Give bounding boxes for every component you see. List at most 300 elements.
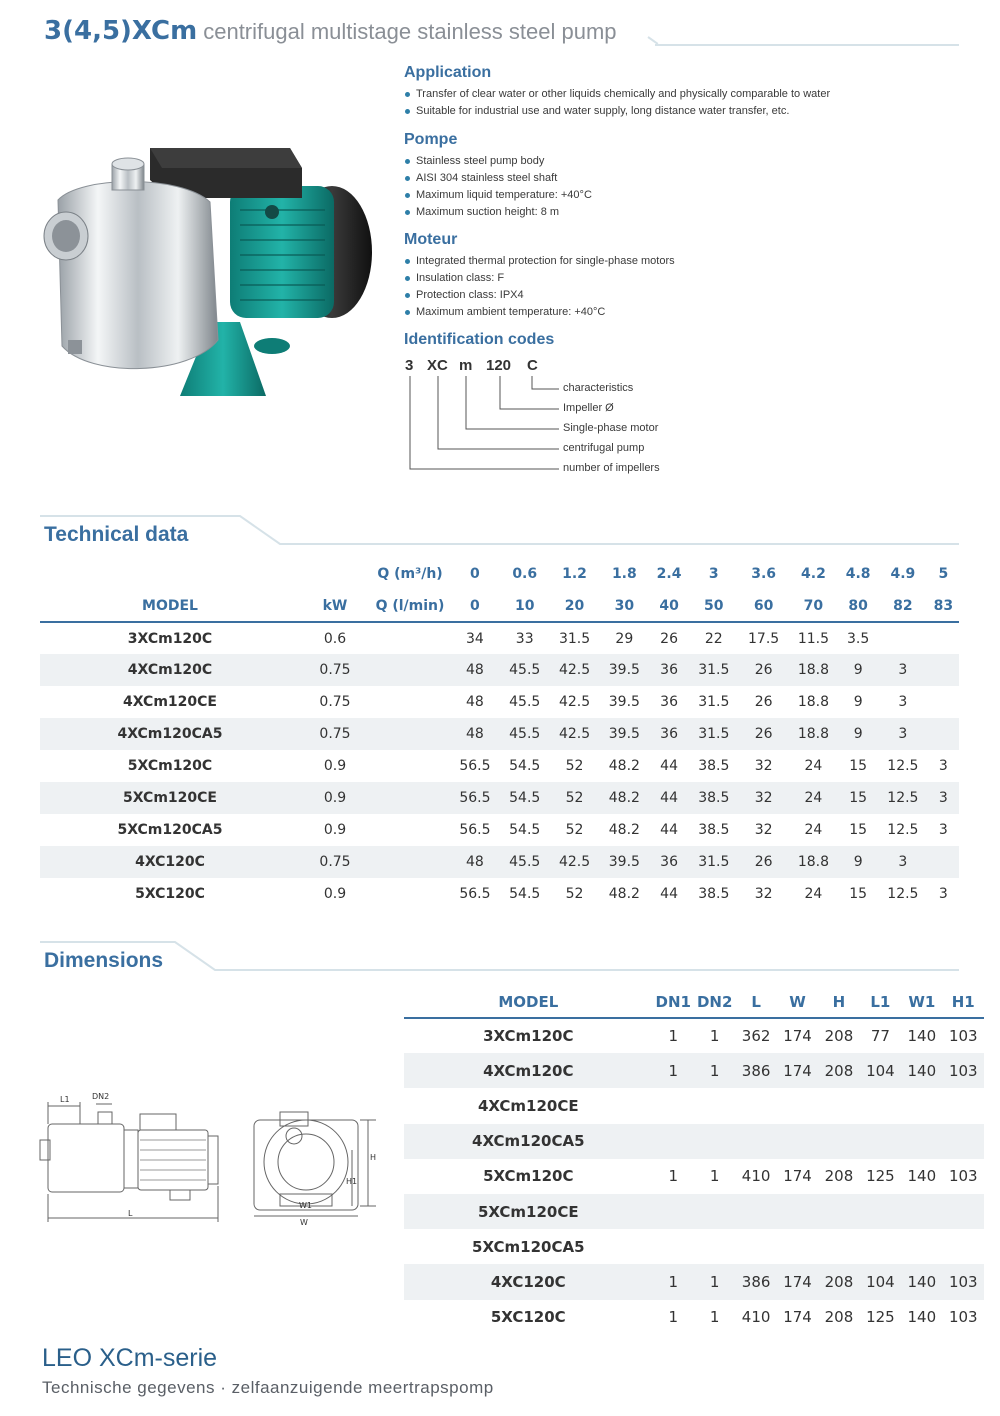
dimension-cell: [860, 1124, 901, 1159]
model-cell: 3XCm120C: [483, 1027, 574, 1046]
head-cell: 3: [878, 846, 928, 878]
drawing-label-dn2: DN2: [92, 1092, 110, 1101]
kw-column-header: kW: [300, 590, 370, 622]
head-cell: 52: [565, 758, 584, 774]
dimension-cell: 386: [735, 1264, 776, 1299]
kw-cell: 0.9: [300, 782, 370, 814]
moteur-section: [404, 231, 675, 321]
head-cell: 18.8: [789, 846, 839, 878]
head-cell: 11.5: [797, 630, 829, 647]
head-cell: 24: [804, 758, 823, 774]
code-label: Impeller Ø: [563, 402, 614, 414]
column-header: DN2: [694, 986, 735, 1018]
moteur-title: Moteur: [404, 231, 458, 248]
dimension-cell: [735, 1229, 776, 1264]
list-item: Transfer of clear water or other liquids chemically and physically comparable to water: [404, 86, 830, 103]
dimension-cell: [735, 1194, 776, 1229]
table-row: [40, 718, 959, 750]
head-cell: 17.5: [748, 630, 780, 647]
head-cell: 31.5: [689, 846, 739, 878]
column-header: 1.8: [611, 566, 637, 582]
dimension-cell: [653, 1124, 694, 1159]
head-cell: 9: [853, 694, 863, 710]
column-header: 40: [649, 590, 689, 622]
dimension-drawing: [40, 1090, 385, 1230]
dimensions-title: Dimensions: [44, 949, 164, 972]
dimension-cell: 208: [824, 1027, 854, 1046]
head-cell: [928, 686, 959, 718]
table-row: [404, 1194, 984, 1229]
column-header: 0: [450, 590, 500, 622]
head-cell: 34: [465, 630, 484, 647]
table-header-row: [40, 558, 959, 590]
head-cell: 36: [649, 718, 689, 750]
head-cell: 26: [660, 630, 678, 647]
dimension-cell: 103: [943, 1264, 984, 1299]
column-header: W: [777, 986, 818, 1018]
column-header: L1: [860, 986, 901, 1018]
head-cell: 36: [649, 654, 689, 686]
head-cell: 39.5: [599, 846, 649, 878]
head-cell: 38.5: [689, 782, 739, 814]
code-label: characteristics: [563, 382, 634, 394]
table-row: [404, 1159, 984, 1194]
head-cell: 26: [739, 846, 789, 878]
column-header: 3.6: [751, 566, 777, 582]
model-column-header: MODEL: [40, 590, 300, 622]
dimension-cell: 410: [741, 1308, 771, 1327]
kw-cell: 0.9: [323, 822, 347, 838]
head-cell: 52: [565, 822, 584, 838]
model-cell: 5XCm120CA5: [472, 1237, 585, 1256]
spacer-cell: [370, 814, 450, 846]
head-cell: 12.5: [887, 758, 919, 774]
spacer-cell: [370, 718, 450, 750]
list-item: Stainless steel pump body: [404, 153, 592, 170]
dimension-cell: [653, 1229, 694, 1264]
head-cell: 3: [898, 694, 908, 710]
drawing-label-h: H: [370, 1153, 377, 1162]
head-cell: 3.5: [847, 630, 870, 647]
dimension-cell: [653, 1194, 694, 1229]
column-header: W1: [901, 986, 942, 1018]
column-header: 2.4: [656, 566, 682, 582]
idcodes-section: [404, 331, 554, 353]
head-cell: 54.5: [509, 758, 541, 774]
column-header: 4.2: [801, 566, 826, 582]
spacer-cell: [370, 782, 450, 814]
dimension-cell: 1: [694, 1053, 735, 1088]
table-row: [40, 846, 959, 878]
dimension-cell: [943, 1194, 984, 1229]
head-cell: 31.5: [558, 630, 591, 647]
footer-title: LEO XCm-serie: [42, 1344, 218, 1372]
head-cell: 24: [804, 822, 823, 838]
spacer-cell: [370, 878, 450, 910]
list-item: Maximum suction height: 8 m: [404, 204, 592, 221]
table-row: [40, 814, 959, 846]
head-cell: 56.5: [459, 886, 491, 902]
head-cell: 54.5: [509, 822, 541, 838]
dimension-cell: [818, 1124, 859, 1159]
dimensions-table-viewport: [404, 986, 978, 1327]
table-row: [404, 1018, 984, 1053]
model-cell: 4XCm120C: [404, 1053, 653, 1088]
dimension-cell: 362: [741, 1027, 771, 1046]
kw-cell: 0.75: [300, 846, 370, 878]
kw-cell: 0.6: [323, 630, 347, 647]
list-item: Suitable for industrial use and water supply, long distance water transfer, etc.: [404, 103, 830, 120]
head-cell: [928, 622, 959, 654]
head-cell: 44: [660, 886, 678, 902]
dimension-cell: [901, 1088, 942, 1123]
head-cell: 56.5: [459, 758, 491, 774]
dimension-cell: 103: [948, 1308, 978, 1327]
head-cell: 12.5: [878, 782, 928, 814]
model-cell: 4XCm120CE: [477, 1096, 579, 1115]
code-part-120: 120: [486, 357, 512, 374]
column-header: DN1: [653, 986, 694, 1018]
dimensions-table: [404, 986, 984, 1335]
head-cell: 31.5: [689, 654, 739, 686]
head-cell: 9: [838, 718, 878, 750]
head-cell: 3: [938, 822, 948, 838]
code-part-c: C: [527, 357, 538, 374]
head-cell: 38.5: [698, 886, 730, 902]
dimension-cell: 1: [709, 1167, 720, 1186]
head-cell: 12.5: [887, 822, 919, 838]
application-section: [404, 64, 830, 120]
dimension-cell: 1: [694, 1264, 735, 1299]
table-row: [404, 1124, 984, 1159]
head-cell: 39.5: [599, 718, 649, 750]
dimension-cell: [694, 1124, 735, 1159]
page-header: [44, 16, 644, 52]
model-cell: 4XC120C: [404, 1264, 653, 1299]
drawing-label-h1: H1: [346, 1177, 358, 1186]
column-header: 3: [708, 566, 719, 582]
head-cell: 9: [838, 654, 878, 686]
column-header: H: [818, 986, 859, 1018]
model-cell: 4XCm120C: [40, 654, 300, 686]
dimension-cell: 174: [777, 1264, 818, 1299]
model-cell: 4XC120C: [40, 846, 300, 878]
table-row: [404, 1264, 984, 1299]
column-header: MODEL: [404, 986, 653, 1018]
head-cell: 48.2: [608, 758, 640, 774]
head-cell: 24: [789, 782, 839, 814]
dimension-cell: 208: [824, 1308, 854, 1327]
dimension-cell: [735, 1088, 776, 1123]
head-cell: 54.5: [500, 782, 550, 814]
head-cell: 22: [704, 630, 723, 647]
table-header-row: [404, 986, 984, 1018]
list-item: Maximum liquid temperature: +40°C: [404, 187, 592, 204]
head-cell: 3: [878, 718, 928, 750]
model-cell: 5XCm120C: [127, 758, 213, 774]
dimension-cell: [943, 1088, 984, 1123]
dimension-cell: 174: [777, 1053, 818, 1088]
head-cell: 42.5: [550, 718, 600, 750]
dimension-cell: 140: [901, 1264, 942, 1299]
head-cell: 18.8: [789, 654, 839, 686]
head-cell: 18.8: [797, 694, 829, 710]
dimension-cell: 140: [907, 1027, 937, 1046]
dimension-cell: 140: [907, 1308, 937, 1327]
dimension-cell: 1: [709, 1308, 720, 1327]
list-item: Maximum ambient temperature: +40°C: [404, 304, 675, 321]
head-cell: 45.5: [500, 654, 550, 686]
table-row: [404, 1300, 984, 1335]
column-header: 80: [838, 590, 878, 622]
kw-cell: 0.75: [300, 718, 370, 750]
head-cell: 42.5: [558, 694, 591, 710]
dimension-cell: 174: [783, 1027, 812, 1046]
head-cell: 45.5: [500, 718, 550, 750]
column-header: L: [735, 986, 776, 1018]
head-cell: 36: [649, 846, 689, 878]
head-cell: 18.8: [789, 718, 839, 750]
head-cell: 9: [838, 846, 878, 878]
head-cell: 52: [550, 782, 600, 814]
table-row: [404, 1053, 984, 1088]
model-cell: 5XCm120CE: [404, 1194, 653, 1229]
head-cell: 32: [739, 782, 789, 814]
dimension-cell: 103: [948, 1027, 978, 1046]
head-cell: 38.5: [698, 758, 730, 774]
pump-photo: [40, 140, 380, 412]
head-cell: 31.5: [689, 718, 739, 750]
head-cell: 44: [660, 822, 678, 838]
dimension-cell: 386: [735, 1053, 776, 1088]
dimension-cell: 140: [907, 1167, 937, 1186]
dimension-cell: [653, 1088, 694, 1123]
dimension-cell: [901, 1229, 942, 1264]
column-header: 83: [928, 590, 959, 622]
table-row: [404, 1229, 984, 1264]
section-tab-shape: [40, 941, 959, 973]
footer-subtitle: Technische gegevens · zelfaanzuigende meertrapspomp: [42, 1378, 494, 1397]
dimension-cell: 208: [818, 1264, 859, 1299]
head-cell: 12.5: [887, 886, 919, 902]
dimension-cell: 104: [860, 1264, 901, 1299]
head-cell: 26: [754, 694, 773, 710]
head-cell: 15: [849, 758, 868, 774]
code-part-xc: XC: [427, 357, 448, 374]
head-cell: 33: [515, 630, 534, 647]
dimension-cell: [777, 1229, 818, 1264]
model-cell: 5XC120C: [135, 886, 205, 902]
head-cell: 56.5: [450, 782, 500, 814]
dimension-cell: [901, 1124, 942, 1159]
model-cell: 5XC120C: [490, 1308, 566, 1327]
head-cell: 36: [660, 694, 678, 710]
head-cell: 48: [450, 718, 500, 750]
dimension-cell: 104: [860, 1053, 901, 1088]
technical-table: [40, 558, 959, 910]
column-header: 4.8: [845, 566, 871, 582]
pompe-title: Pompe: [404, 131, 458, 148]
dimension-cell: 103: [943, 1053, 984, 1088]
head-cell: 39.5: [599, 654, 649, 686]
header-rule: [655, 44, 959, 46]
dimension-cell: 140: [901, 1053, 942, 1088]
dimension-cell: 1: [653, 1264, 694, 1299]
drawing-label-l: L: [128, 1209, 133, 1218]
head-cell: [928, 654, 959, 686]
head-cell: [878, 622, 928, 654]
table-header-row: [40, 590, 959, 622]
dimension-cell: 1: [668, 1308, 679, 1327]
code-label: number of impellers: [563, 462, 660, 474]
table-row: [40, 782, 959, 814]
dimension-cell: 125: [866, 1308, 895, 1327]
dimension-cell: [943, 1124, 984, 1159]
spacer-cell: [370, 654, 450, 686]
dimension-cell: [818, 1088, 859, 1123]
head-cell: 48.2: [608, 886, 640, 902]
technical-section-header: [40, 515, 959, 547]
code-part-m: m: [459, 357, 473, 374]
spacer-cell: [370, 846, 450, 878]
head-cell: 3: [938, 886, 948, 902]
dimension-cell: [818, 1229, 859, 1264]
head-cell: 15: [838, 782, 878, 814]
head-cell: 24: [804, 886, 823, 902]
column-header: 20: [550, 590, 600, 622]
idcodes-diagram: [404, 352, 704, 482]
q-m3h-label: Q (m³/h): [377, 566, 443, 582]
kw-cell: 0.75: [300, 654, 370, 686]
column-header: 4.9: [890, 566, 916, 582]
model-cell: 4XCm120CA5: [40, 718, 300, 750]
column-header: 10: [500, 590, 550, 622]
head-cell: 15: [849, 886, 868, 902]
column-header: 82: [878, 590, 928, 622]
head-cell: 26: [739, 654, 789, 686]
spacer-cell: [370, 686, 450, 718]
dimension-cell: [818, 1194, 859, 1229]
table-row: [40, 622, 959, 654]
head-cell: 56.5: [459, 822, 491, 838]
drawing-label-w1: W1: [299, 1201, 312, 1210]
head-cell: 52: [565, 886, 584, 902]
head-cell: 44: [660, 758, 678, 774]
column-header: 70: [789, 590, 839, 622]
head-cell: 48.2: [599, 782, 649, 814]
drawing-label-l1: L1: [60, 1095, 70, 1104]
column-header: H1: [943, 986, 984, 1018]
header-subtitle: centrifugal multistage stainless steel pump: [203, 19, 617, 44]
head-cell: 32: [754, 822, 773, 838]
head-cell: 29: [615, 630, 634, 647]
head-cell: 26: [739, 718, 789, 750]
kw-cell: 0.9: [323, 758, 347, 774]
head-cell: 32: [754, 758, 773, 774]
head-cell: 39.5: [608, 694, 640, 710]
column-header: 50: [689, 590, 739, 622]
head-cell: 45.5: [500, 846, 550, 878]
list-item: AISI 304 stainless steel shaft: [404, 170, 592, 187]
code-label: centrifugal pump: [563, 442, 645, 454]
dimension-cell: [777, 1088, 818, 1123]
dimension-cell: 1: [668, 1027, 679, 1046]
head-cell: 48: [450, 654, 500, 686]
dimension-cell: 174: [783, 1167, 812, 1186]
code-part-impellers: 3: [405, 357, 414, 374]
dimension-cell: 1: [668, 1167, 679, 1186]
head-cell: 48: [465, 694, 484, 710]
head-cell: 3: [928, 782, 959, 814]
dimension-cell: 103: [948, 1167, 978, 1186]
column-header: 5: [938, 566, 949, 582]
model-cell: 5XCm120C: [483, 1167, 574, 1186]
column-header: 30: [599, 590, 649, 622]
spacer-cell: [370, 750, 450, 782]
head-cell: 48: [450, 846, 500, 878]
dimension-cell: [901, 1194, 942, 1229]
dimension-cell: 77: [870, 1027, 890, 1046]
dimension-cell: 125: [866, 1167, 895, 1186]
dimensions-section-header: [40, 941, 959, 973]
head-cell: 32: [754, 886, 773, 902]
dimension-cell: 1: [653, 1053, 694, 1088]
dimension-cell: [777, 1194, 818, 1229]
drawing-label-w: W: [300, 1218, 308, 1227]
dimension-cell: [735, 1124, 776, 1159]
model-cell: 4XCm120CA5: [404, 1124, 653, 1159]
dimension-cell: 410: [741, 1167, 771, 1186]
technical-table-body: [40, 622, 959, 910]
dimension-cell: [860, 1088, 901, 1123]
head-cell: 54.5: [509, 886, 541, 902]
column-header: 1.2: [562, 566, 587, 582]
head-cell: 42.5: [550, 654, 600, 686]
header-code: 3(4,5)XCm: [44, 16, 198, 46]
table-row: [40, 654, 959, 686]
head-cell: 3: [938, 758, 948, 774]
head-cell: 38.5: [698, 822, 730, 838]
head-cell: 45.5: [509, 694, 541, 710]
dimension-cell: 1: [709, 1027, 720, 1046]
model-cell: 4XCm120CE: [123, 694, 217, 710]
model-cell: 5XCm120CA5: [117, 822, 223, 838]
idcodes-title: Identification codes: [404, 331, 555, 348]
kw-cell: 0.9: [323, 886, 347, 902]
table-row: [40, 878, 959, 910]
dimension-cell: 174: [783, 1308, 812, 1327]
model-cell: 5XCm120CE: [40, 782, 300, 814]
head-cell: 3: [878, 654, 928, 686]
head-cell: [928, 846, 959, 878]
model-cell: 3XCm120C: [127, 630, 213, 647]
dimension-cell: [860, 1194, 901, 1229]
table-row: [404, 1088, 984, 1123]
application-title: Application: [404, 64, 492, 81]
dimension-cell: [694, 1229, 735, 1264]
pompe-section: [404, 131, 592, 221]
head-cell: 48.2: [608, 822, 640, 838]
column-header: 0: [470, 566, 480, 582]
table-row: [40, 686, 959, 718]
list-item: Insulation class: F: [404, 270, 675, 287]
head-cell: 44: [649, 782, 689, 814]
head-cell: 31.5: [698, 694, 730, 710]
spacer-cell: [370, 622, 450, 654]
technical-title: Technical data: [44, 523, 189, 546]
column-header: 60: [739, 590, 789, 622]
head-cell: [928, 718, 959, 750]
